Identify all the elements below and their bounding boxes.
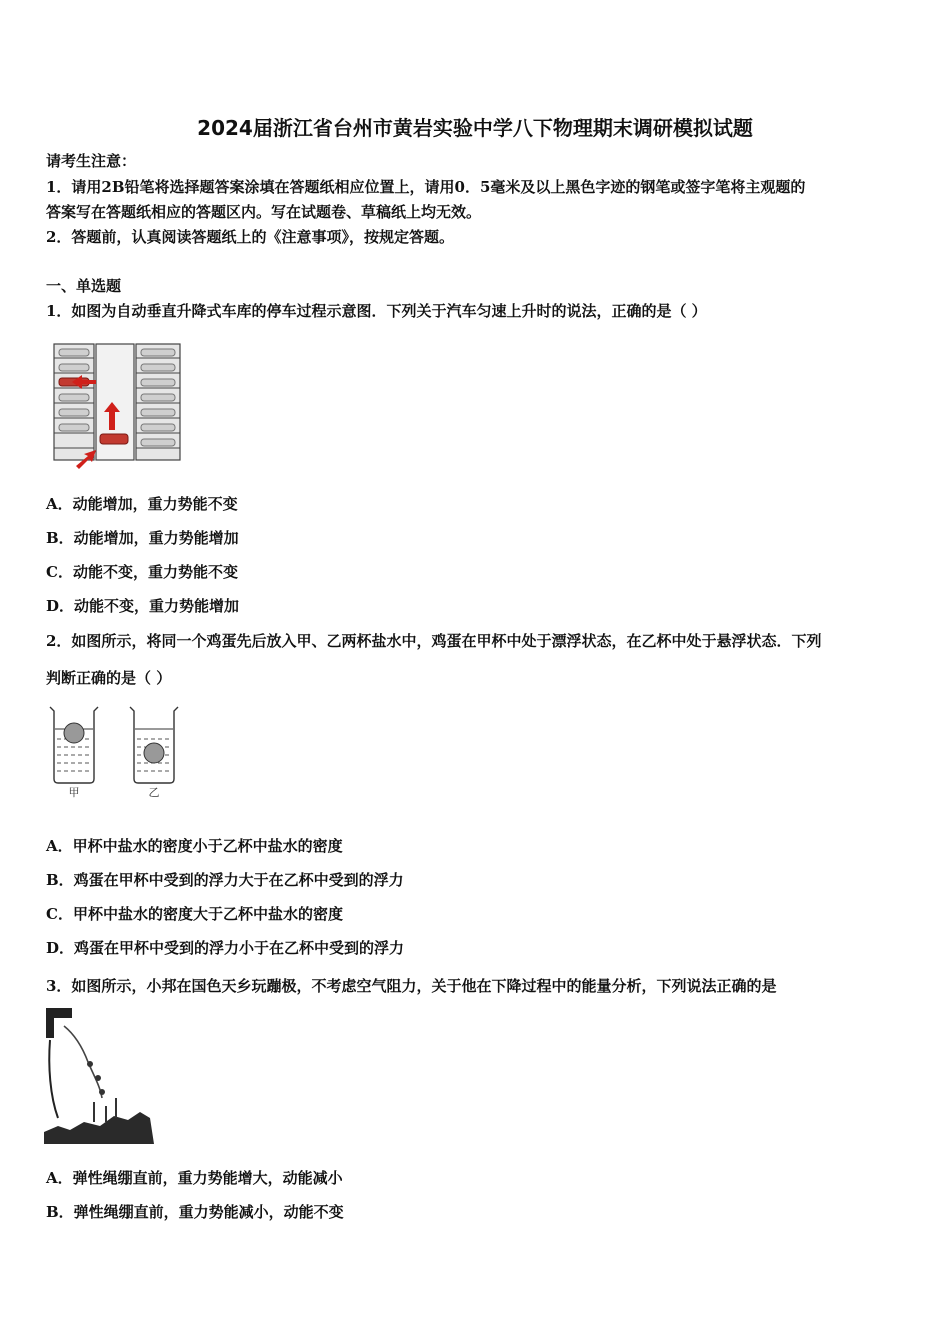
question-2-option-d[interactable]: D．鸡蛋在甲杯中受到的浮力小于在乙杯中受到的浮力 [46,939,405,957]
garage-right-tower [136,344,180,460]
notice-heading: 请考生注意： [46,152,137,170]
question-1-option-d[interactable]: D．动能不变，重力势能增加 [46,597,240,615]
question-2-option-b[interactable]: B．鸡蛋在甲杯中受到的浮力大于在乙杯中受到的浮力 [46,871,404,889]
question-2-stem-line-2: 判断正确的是（ ） [46,669,172,687]
question-3-option-b[interactable]: B．弹性绳绷直前，重力势能减小，动能不变 [46,1203,344,1221]
notice-item-1-line-2: 答案写在答题纸相应的答题区内。写在试题卷、草稿纸上均无效。 [46,203,482,221]
question-3-option-a[interactable]: A．弹性绳绷直前，重力势能增大，动能减小 [46,1169,343,1187]
question-1-option-c[interactable]: C．动能不变，重力势能不变 [46,563,238,581]
bungee-cord [49,1040,58,1118]
garage-left-tower [54,344,94,460]
egg-floating [64,723,84,743]
question-1-option-b[interactable]: B．动能增加，重力势能增加 [46,529,239,547]
egg-suspended [144,743,164,763]
bungee-figure [44,1006,154,1144]
cup-label-jia: 甲 [68,786,80,799]
question-2-option-c[interactable]: C．甲杯中盐水的密度大于乙杯中盐水的密度 [46,905,343,923]
notice-item-2: 2．答题前，认真阅读答题纸上的《注意事项》，按规定答题。 [46,228,454,246]
question-1-stem: 1．如图为自动垂直升降式车库的停车过程示意图．下列关于汽车匀速上升时的说法，正确的是（ ） [46,302,707,320]
ground-silhouette [44,1112,154,1144]
section-heading: 一、单选题 [46,277,122,295]
jump-platform [46,1008,72,1018]
cup-label-yi: 乙 [148,786,160,799]
question-3-stem: 3．如图所示，小邦在国色天乡玩蹦极，不考虑空气阻力，关于他在下降过程中的能量分析，下列说法正确的是 [46,977,777,995]
notice-item-1-line-1: 1．请用2B铅笔将选择题答案涂填在答题纸相应位置上，请用0．5毫米及以上黑色字迹的钢笔或签字笔将主观题的 [46,178,806,196]
parking-garage-figure [46,334,188,472]
egg-cups-figure [46,703,186,801]
page-title: 2024届浙江省台州市黄岩实验中学八下物理期末调研模拟试题 [197,116,753,140]
cup-yi [130,707,178,783]
cup-jia [50,707,98,783]
question-2-option-a[interactable]: A．甲杯中盐水的密度小于乙杯中盐水的密度 [46,837,343,855]
question-1-option-a[interactable]: A．动能增加，重力势能不变 [46,495,238,513]
question-2-stem-line-1: 2．如图所示，将同一个鸡蛋先后放入甲、乙两杯盐水中，鸡蛋在甲杯中处于漂浮状态，在乙杯中处于悬浮状态．下列 [46,632,822,650]
